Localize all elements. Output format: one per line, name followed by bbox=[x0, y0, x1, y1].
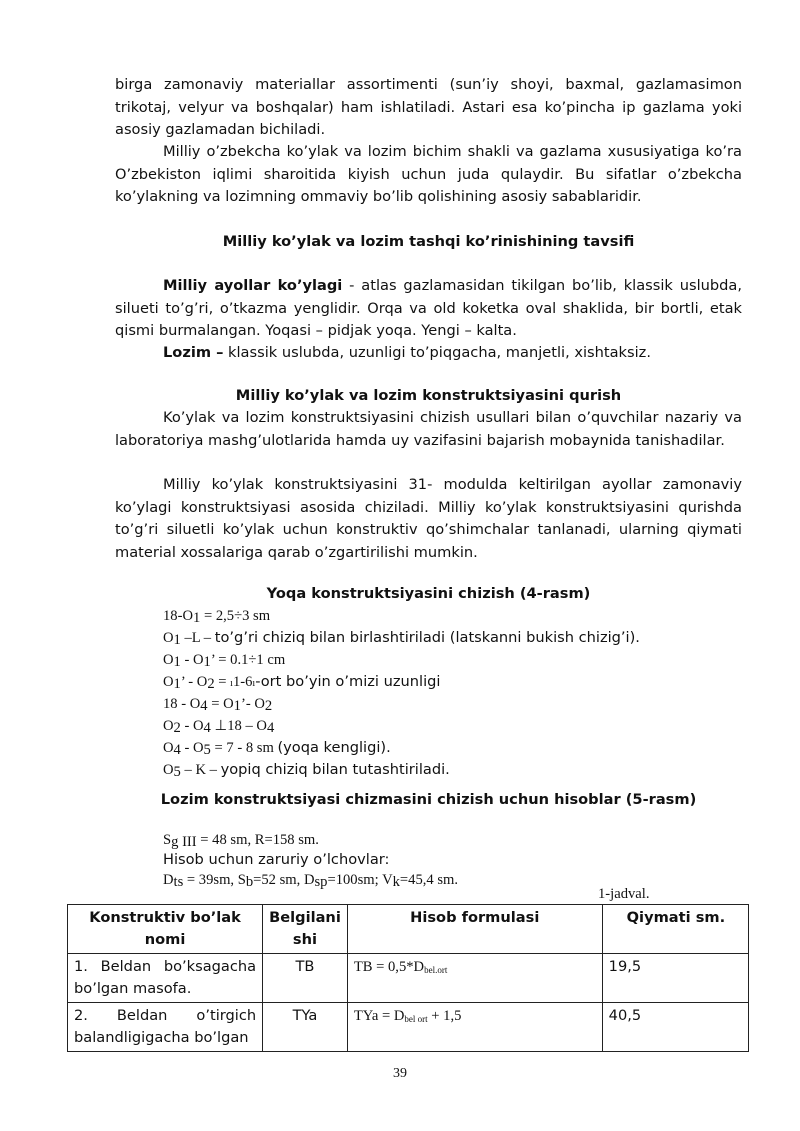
header-value: Qiymati sm. bbox=[602, 905, 748, 954]
paragraph-climate bbox=[115, 141, 742, 209]
formula-line-1: $18-O_1 = 2,5\div 3$ sm bbox=[163, 608, 271, 626]
header-code: Belgilani shi bbox=[263, 905, 348, 954]
paragraph-climate-text: Milliy o’zbekcha ko’ylak va lozim bichim shakli va gazlama xususiyatiga ko’ra O’zbekiston iqlimi sharoitida kiyish uchun juda qulaydir. Bu sifatlar o’zbekcha ko’ylakning va lozimning ommaviy bo’lib qolishining asosiy sabablaridir. bbox=[115, 143, 742, 205]
measurement-line-3: $D_{ts} = 39sm$, $S_b=52$ sm, $D_{sp}=100sm$; $V_k=45,4$ sm. bbox=[163, 872, 459, 890]
paragraph-koylak bbox=[115, 275, 742, 343]
table-header-row bbox=[68, 905, 749, 954]
measurement-line-2: Hisob uchun zaruriy o’lchovlar: bbox=[163, 851, 390, 868]
cell-value: 40,5 bbox=[602, 1003, 748, 1052]
formula-line-4: $O_1$’ - $O_2$ = ı1-6ı-ort bo’yin o’mizi uzunligi bbox=[163, 673, 441, 692]
header-part-name: Konstruktiv bo’lak nomi bbox=[68, 905, 263, 954]
paragraph-methods-text: Ko’ylak va lozim konstruktsiyasini chizish usullari bilan o’quvchilar nazariy va laboratoriya mashg’ulotlarida hamda uy vazifasini bajarish mobaynida tanishadilar. bbox=[115, 409, 742, 449]
cell-formula: TYa = $D_{bel ort} + 1,5$ bbox=[347, 1003, 602, 1052]
measurement-line-1: $S_{g III} = 48$ sm, R=158 sm. bbox=[163, 832, 319, 850]
cell-name: 2. Beldan o’tirgich balandligigacha bo’lgan bbox=[68, 1003, 263, 1052]
cell-code: TB bbox=[263, 954, 348, 1003]
formula-line-6: $O_2 - O_4$ ⊥18 – $O_4$ bbox=[163, 718, 275, 736]
table-row bbox=[68, 954, 749, 1003]
cell-formula: TB = $0,5*D_{bel.ort}$ bbox=[347, 954, 602, 1003]
formula-line-8: $O_5$ – K – yopiq chiziq bilan tutashtiriladi. bbox=[163, 761, 450, 780]
heading-collar: Yoqa konstruktsiyasini chizish (4-rasm) bbox=[266, 585, 591, 602]
heading-lozim-calc: Lozim konstruktsiyasi chizmasini chizish uchun hisoblar (5-rasm) bbox=[160, 791, 697, 808]
cell-code: TYa bbox=[263, 1003, 348, 1052]
paragraph-methods bbox=[115, 407, 742, 452]
header-formula: Hisob formulasi bbox=[347, 905, 602, 954]
cell-value: 19,5 bbox=[602, 954, 748, 1003]
table-row bbox=[68, 1003, 749, 1052]
koylak-description: - atlas gazlamasidan tikilgan bo’lib, klassik uslubda, silueti to’g’ri, o’tkazma yenglidir. Orqa va old koketka oval shaklida, bir bortli, etak qismi burmalangan. Yoqasi – pidjak yoqa. Yengi – kalta. bbox=[115, 277, 742, 339]
heading-appearance: Milliy ko’ylak va lozim tashqi ko’rinishining tavsifi bbox=[222, 233, 635, 250]
intro-paragraph: birga zamonaviy materiallar assortimenti (sun’iy shoyi, baxmal, gazlamasimon trikotaj, velyur va boshqalar) ham ishlatiladi. Astari esa ko’pincha ip gazlama yoki asosiy gazlamadan bichiladi. bbox=[115, 76, 742, 138]
lozim-term: Lozim – bbox=[163, 344, 224, 361]
formula-line-5: $18 - O_4$ = $O_1’-$ $O_2$ bbox=[163, 696, 273, 714]
formula-line-3: $O_1 - O_1$’ = 0.1÷1 cm bbox=[163, 652, 286, 670]
table-caption: 1-jadval. bbox=[598, 886, 650, 902]
heading-construction: Milliy ko’ylak va lozim konstruktsiyasini qurish bbox=[235, 387, 622, 404]
calculation-table bbox=[67, 904, 749, 1052]
koylak-term: Milliy ayollar ko’ylagi bbox=[163, 277, 343, 294]
formula-line-2: $O_1$ –L – to’g’ri chiziq bilan birlashtiriladi (latskanni bukish chizig’i). bbox=[163, 629, 640, 648]
paragraph-module-text: Milliy ko’ylak konstruktsiyasini 31- modulda keltirilgan ayollar zamonaviy ko’ylagi konstruktsiyasi asosida chiziladi. Milliy ko’ylak konstruktsiyasini qurishda to’g’ri siluetli ko’ylak uchun konstruktiv qo’shimchalar tanlanadi, ularning qiymati material xossalariga qarab o’zgartirilishi mumkin. bbox=[115, 476, 742, 561]
paragraph-module bbox=[115, 474, 742, 564]
lozim-description: klassik uslubda, uzunligi to’piqgacha, manjetli, xishtaksiz. bbox=[223, 344, 651, 361]
formula-line-7: $O_4 - O_5 = 7 - 8$ sm (yoqa kengligi). bbox=[163, 739, 391, 758]
paragraph-lozim bbox=[115, 342, 742, 365]
page-number: 39 bbox=[393, 1066, 407, 1081]
cell-name: 1. Beldan bo’ksagacha bo’lgan masofa. bbox=[68, 954, 263, 1003]
